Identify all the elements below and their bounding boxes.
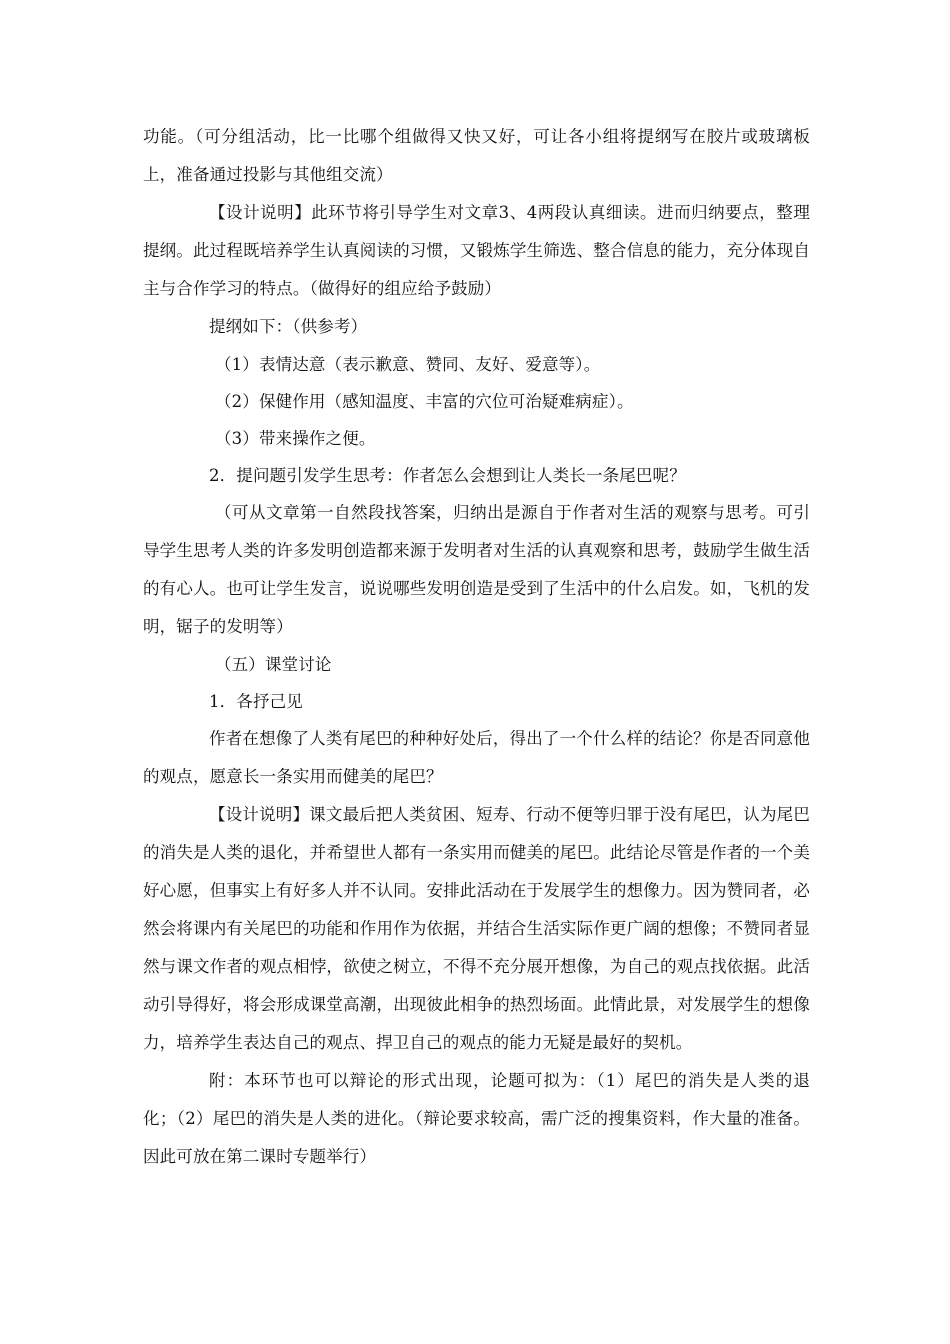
paragraph-continued-function: 功能。（可分组活动，比一比哪个组做得又快又好，可让各小组将提纲写在胶片或玻璃板上，准备通过投影与其他组交流） xyxy=(143,127,810,184)
outline-item-1: （1）表情达意（表示歉意、赞同、友好、爱意等）。 xyxy=(215,355,601,374)
document-body xyxy=(143,118,810,1176)
paragraph-design-note-1: 【设计说明】此环节将引导学生对文章3、4两段认真细读。进而归纳要点，整理提纲。此过程既培养学生认真阅读的习惯，又锻炼学生筛选、整合信息的能力，充分体现自主与合作学习的特点。（做得好的组应给予鼓励） xyxy=(143,203,810,298)
outline-item-3: （3）带来操作之便。 xyxy=(215,429,376,448)
section-heading-discussion: （五）课堂讨论 xyxy=(215,655,332,674)
paragraph-discussion-question: 作者在想像了人类有尾巴的种种好处后，得出了一个什么样的结论？你是否同意他的观点，愿意长一条实用而健美的尾巴？ xyxy=(143,729,810,786)
paragraph-answer-hint: （可从文章第一自然段找答案，归纳出是源自于作者对生活的观察与思考。可引导学生思考人类的许多发明创造都来源于发明者对生活的认真观察和思考，鼓励学生做生活的有心人。也可让学生发言，说说哪些发明创造是受到了生活中的什么启发。如，飞机的发明，锯子的发明等） xyxy=(143,503,810,636)
question-2: 2．提问题引发学生思考：作者怎么会想到让人类长一条尾巴呢？ xyxy=(209,466,686,485)
paragraph-design-note-2: 【设计说明】课文最后把人类贫困、短寿、行动不便等归罪于没有尾巴，认为尾巴的消失是人类的退化，并希望世人都有一条实用而健美的尾巴。此结论尽管是作者的一个美好心愿，但事实上有好多人并不认同。安排此活动在于发展学生的想像力。因为赞同者，必然会将课内有关尾巴的功能和作用作为依据，并结合生活实际作更广阔的想像；不赞同者显然与课文作者的观点相悖，欲使之树立，不得不充分展开想像，为自己的观点找依据。此活动引导得好，将会形成课堂高潮，出现彼此相争的热烈场面。此情此景，对发展学生的想像力，培养学生表达自己的观点、捍卫自己的观点的能力无疑是最好的契机。 xyxy=(143,805,810,1052)
outline-item-2: （2）保健作用（感知温度、丰富的穴位可治疑难病症）。 xyxy=(215,392,634,411)
subheading-opinions: 1．各抒己见 xyxy=(209,692,303,711)
paragraph-appendix-debate: 附：本环节也可以辩论的形式出现，论题可拟为：（1）尾巴的消失是人类的退化；（2）尾巴的消失是人类的进化。（辩论要求较高，需广泛的搜集资料，作大量的准备。因此可放在第二课时专题举行） xyxy=(143,1071,810,1166)
paragraph-outline-heading: 提纲如下：（供参考） xyxy=(209,317,368,336)
